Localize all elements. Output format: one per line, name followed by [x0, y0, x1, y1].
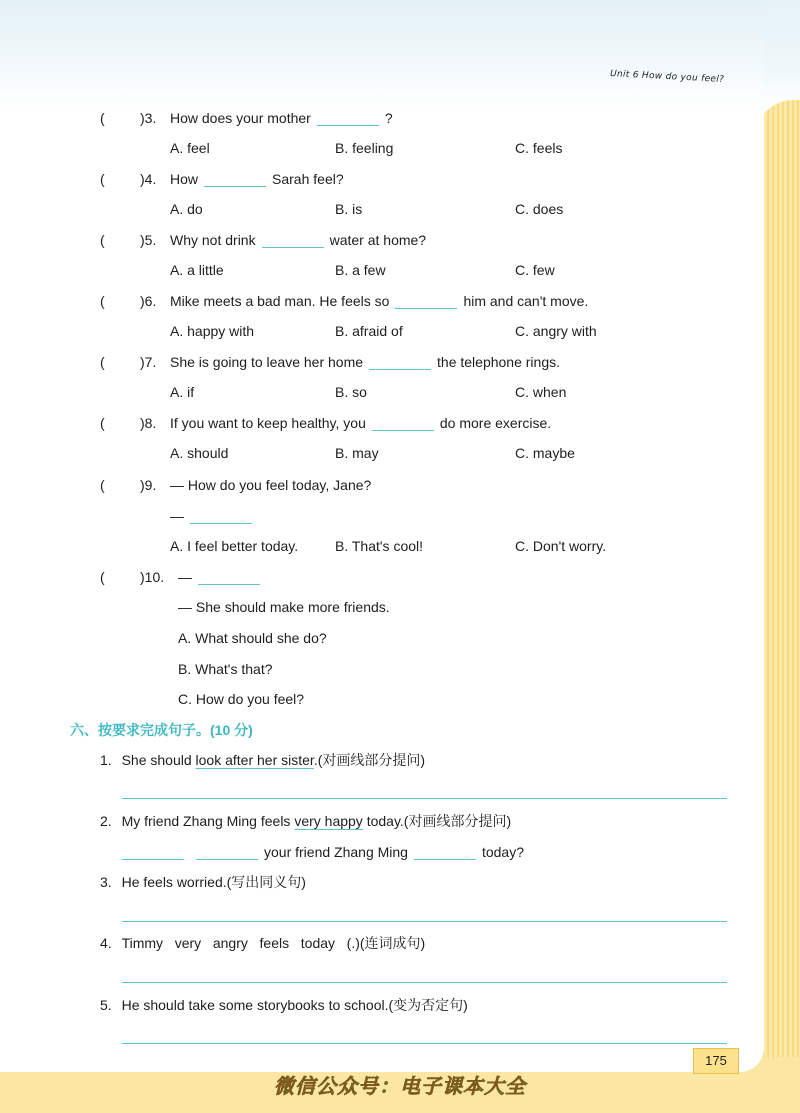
- q10-option-c: C. How do you feel?: [178, 691, 305, 707]
- answer-blank[interactable]: [395, 294, 457, 309]
- item-number: 1.: [100, 752, 112, 768]
- question-text: [170, 292, 588, 310]
- answer-line-1[interactable]: [122, 798, 727, 799]
- answer-blank[interactable]: [196, 845, 258, 860]
- page-header-tint: [0, 0, 764, 110]
- answer-blank[interactable]: [122, 845, 184, 860]
- underlined-text: look after her sister: [195, 752, 314, 768]
- question-number: )3.: [140, 110, 157, 126]
- question-text: [170, 414, 551, 432]
- item-text: Timmy very angry feels today (.)(连词成句): [121, 935, 426, 951]
- item-number: 5.: [100, 997, 112, 1013]
- question-number: )5.: [140, 232, 157, 248]
- option-b: B. afraid of: [335, 323, 403, 339]
- answer-blank[interactable]: [317, 111, 379, 126]
- q9-answer-line: [170, 507, 258, 525]
- answer-line-5[interactable]: [122, 1043, 727, 1044]
- item-text: He should take some storybooks to school.(变为否定句): [121, 997, 468, 1013]
- item-instruction: today.(对画线部分提问): [362, 813, 512, 829]
- q9-option-a: A. I feel better today.: [170, 538, 299, 554]
- s6-item-3: [100, 873, 306, 891]
- question-number: )10.: [140, 569, 165, 585]
- question-text: [170, 353, 560, 371]
- answer-blank[interactable]: [414, 845, 476, 860]
- option-c: C. few: [515, 262, 555, 278]
- s6-item-4: [100, 934, 425, 952]
- q9-option-b: B. That's cool!: [335, 538, 424, 554]
- answer-paren[interactable]: (: [100, 110, 105, 126]
- question-text-before: If you want to keep healthy, you: [170, 415, 366, 431]
- item-text: My friend Zhang Ming feels: [121, 813, 295, 829]
- answer-paren[interactable]: (: [100, 232, 105, 248]
- dash: —: [178, 569, 192, 585]
- question-text: [170, 109, 393, 127]
- question-text-before: She is going to leave her home: [170, 354, 364, 370]
- option-b: B. a few: [335, 262, 386, 278]
- item-text: today?: [481, 844, 525, 860]
- question-text-after: the telephone rings.: [437, 354, 560, 370]
- question-number: )6.: [140, 293, 157, 309]
- answer-paren: (: [100, 569, 105, 585]
- option-c: C. angry with: [515, 323, 597, 339]
- s6-item-2-answer: [116, 843, 524, 861]
- option-b: B. may: [335, 445, 379, 461]
- q10-dash-line: [178, 568, 266, 586]
- q10-option-b: B. What's that?: [178, 661, 273, 677]
- answer-blank[interactable]: [369, 355, 431, 370]
- question-text-before: How: [170, 171, 199, 187]
- item-text: your friend Zhang Ming: [264, 844, 408, 860]
- q10-option-a: A. What should she do?: [178, 630, 327, 646]
- question-text-after: water at home?: [329, 232, 427, 248]
- question-number: )7.: [140, 354, 157, 370]
- answer-paren: (: [100, 477, 105, 493]
- answer-blank[interactable]: [204, 172, 266, 187]
- answer-blank[interactable]: [190, 509, 252, 524]
- s6-item-5: [100, 996, 468, 1014]
- answer-paren[interactable]: (: [100, 415, 105, 431]
- item-text: He feels worried.(写出同义句): [121, 874, 306, 890]
- item-number: 3.: [100, 874, 112, 890]
- s6-item-2: [100, 812, 511, 830]
- question-number: )8.: [140, 415, 157, 431]
- option-a: A. should: [170, 445, 229, 461]
- question-text-after: ?: [384, 110, 393, 126]
- answer-blank[interactable]: [198, 570, 260, 585]
- underlined-text: very happy: [294, 813, 363, 829]
- option-a: A. a little: [170, 262, 224, 278]
- option-c: C. does: [515, 201, 564, 217]
- item-instruction: .(对画线部分提问): [313, 752, 426, 768]
- question-text-after: Sarah feel?: [272, 171, 344, 187]
- answer-line-3[interactable]: [122, 921, 727, 922]
- answer-line-4[interactable]: [122, 982, 727, 983]
- s6-item-1: [100, 751, 425, 769]
- option-a: A. feel: [170, 140, 210, 156]
- question-text: — How do you feel today, Jane?: [170, 477, 372, 493]
- answer-paren[interactable]: (: [100, 354, 105, 370]
- question-text-before: How does your mother: [170, 110, 311, 126]
- item-number: 4.: [100, 935, 112, 951]
- option-a: A. happy with: [170, 323, 255, 339]
- dash: —: [170, 508, 184, 524]
- answer-paren[interactable]: (: [100, 171, 105, 187]
- q10-response: — She should make more friends.: [178, 599, 390, 615]
- option-c: C. feels: [515, 140, 563, 156]
- question-text: [170, 170, 344, 188]
- item-number: 2.: [100, 813, 112, 829]
- option-b: B. so: [335, 384, 367, 400]
- question-text-before: Why not drink: [170, 232, 256, 248]
- option-b: B. is: [335, 201, 363, 217]
- question-number: )4.: [140, 171, 157, 187]
- answer-blank[interactable]: [262, 233, 324, 248]
- unit-header: Unit 6 How do you feel?: [609, 69, 725, 85]
- section-6-title: 六、按要求完成句子。(10 分): [70, 722, 253, 738]
- page-number: 175: [693, 1048, 739, 1074]
- answer-paren[interactable]: (: [100, 293, 105, 309]
- option-a: A. if: [170, 384, 195, 400]
- question-text-after: do more exercise.: [439, 415, 552, 431]
- question-text: [170, 231, 426, 249]
- watermark-text: 微信公众号：电子课本大全: [274, 1076, 526, 1098]
- option-c: C. when: [515, 384, 567, 400]
- question-number: )9.: [140, 477, 157, 493]
- option-c: C. maybe: [515, 445, 575, 461]
- option-a: A. do: [170, 201, 203, 217]
- option-b: B. feeling: [335, 140, 394, 156]
- question-text-before: Mike meets a bad man. He feels so: [170, 293, 390, 309]
- question-text-after: him and can't move.: [463, 293, 589, 309]
- q9-option-c: C. Don't worry.: [515, 538, 607, 554]
- item-text: She should: [121, 752, 196, 768]
- answer-blank[interactable]: [372, 416, 434, 431]
